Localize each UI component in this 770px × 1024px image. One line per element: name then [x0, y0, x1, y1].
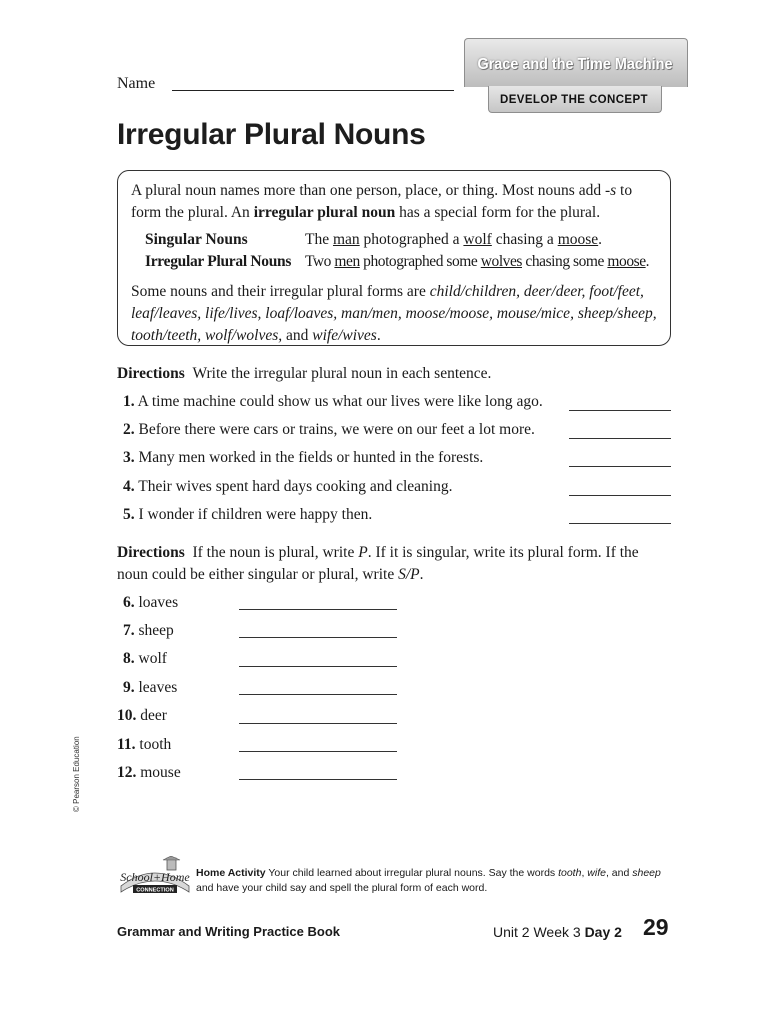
- list-item: 1. A time machine could show us what our lives were like long ago.: [123, 393, 543, 410]
- page-number: 29: [643, 914, 669, 940]
- list-item: 3. Many men worked in the fields or hunted in the forests.: [123, 449, 484, 466]
- name-label: Name: [117, 75, 156, 92]
- list-item: 10. deer: [117, 707, 167, 724]
- answer-line-5[interactable]: [569, 523, 671, 524]
- list-item: 4. Their wives spent hard days cooking and cleaning.: [123, 478, 453, 495]
- list-item: 5. I wonder if children were happy then.: [123, 506, 373, 523]
- copyright-notice: © Pearson Education: [72, 736, 81, 812]
- answer-line-2[interactable]: [569, 438, 671, 439]
- irregular-plural-nouns-label: Irregular Plural Nouns: [145, 253, 292, 270]
- singular-example-sentence: The man photographed a wolf chasing a moose.: [305, 231, 603, 248]
- directions-1: Directions Write the irregular plural noun in each sentence.: [117, 365, 492, 382]
- list-item: 12. mouse: [117, 764, 181, 781]
- page-title: Irregular Plural Nouns: [117, 118, 426, 151]
- svg-text:School+Home: School+Home: [120, 870, 190, 884]
- svg-text:CONNECTION: CONNECTION: [136, 887, 174, 894]
- rule-intro: A plural noun names more than one person, place, or thing. Most nouns add -s to form the plural. An irregular plural noun has a special form for the plural.: [131, 182, 633, 221]
- answer-line-3[interactable]: [569, 466, 671, 467]
- list-item: 2. Before there were cars or trains, we were on our feet a lot more.: [123, 421, 535, 438]
- answer-line-8[interactable]: [239, 666, 397, 667]
- singular-nouns-label: Singular Nouns: [145, 231, 248, 248]
- school-home-connection-logo: [117, 856, 193, 898]
- irregular-forms-list: Some nouns and their irregular plural forms are child/children, deer/deer, foot/feet, leaf/leaves, life/lives, loaf/loaves, man/men, moose/moose, mouse/mice, sheep/sheep, tooth/teeth, wolf/wolves, and wife/wives.: [131, 283, 657, 344]
- book-title: Grammar and Writing Practice Book: [117, 924, 340, 939]
- name-field-line[interactable]: [172, 90, 454, 91]
- answer-line-10[interactable]: [239, 723, 397, 724]
- story-title: Grace and the Time Machine: [477, 56, 673, 73]
- section-label: DEVELOP THE CONCEPT: [500, 94, 648, 106]
- irregular-example-sentence: Two men photographed some wolves chasing some moose.: [305, 253, 650, 270]
- answer-line-11[interactable]: [239, 751, 397, 752]
- list-item: 8. wolf: [123, 650, 167, 667]
- list-item: 11. tooth: [117, 736, 172, 753]
- home-activity-note: Home Activity Your child learned about irregular plural nouns. Say the words tooth, wife, and sheep and have your child say and spell the plural form of each word.: [196, 867, 661, 894]
- answer-line-7[interactable]: [239, 637, 397, 638]
- answer-line-6[interactable]: [239, 609, 397, 610]
- answer-line-9[interactable]: [239, 694, 397, 695]
- list-item: 6. loaves: [123, 594, 179, 611]
- answer-line-12[interactable]: [239, 779, 397, 780]
- unit-week-day: Unit 2 Week 3 Day 2: [493, 924, 622, 940]
- directions-2: Directions If the noun is plural, write P. If it is singular, write its plural form. If the noun could be either singular or plural, write S/P.: [117, 544, 639, 583]
- list-item: 7. sheep: [123, 622, 174, 639]
- list-item: 9. leaves: [123, 679, 178, 696]
- answer-line-1[interactable]: [569, 410, 671, 411]
- answer-line-4[interactable]: [569, 495, 671, 496]
